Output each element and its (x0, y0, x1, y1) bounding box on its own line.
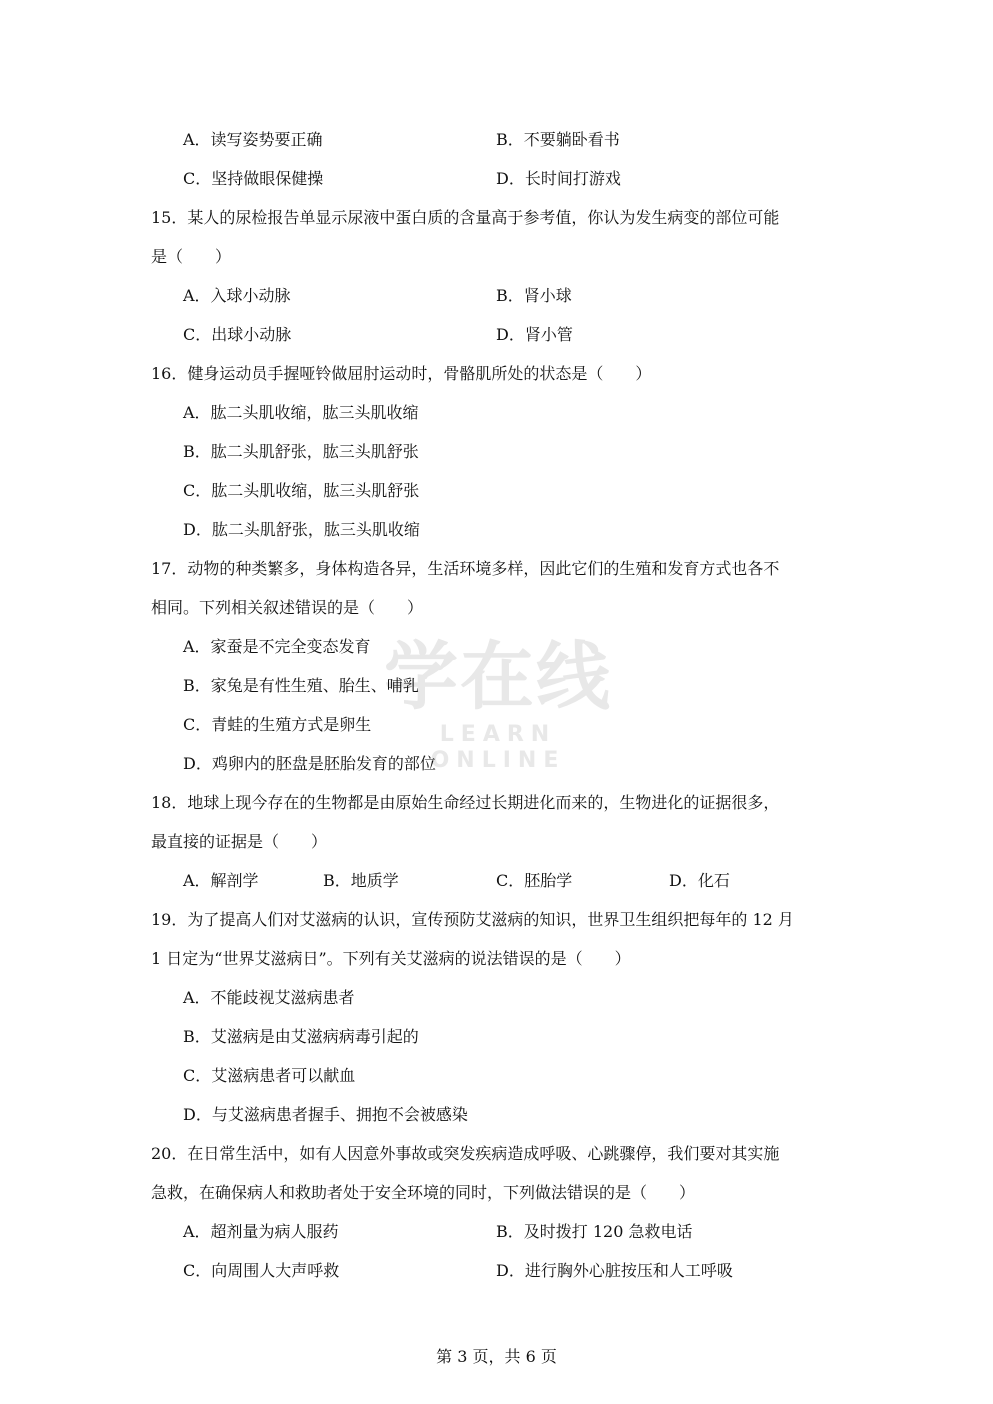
q19-option-c: C．艾滋病患者可以献血 (183, 1066, 356, 1085)
q15-option-c: C．出球小动脉 (183, 325, 292, 344)
q16-option-b: B．肱二头肌舒张，肱三头肌舒张 (183, 442, 419, 461)
q17-option-b: B．家兔是有性生殖、胎生、哺乳 (183, 676, 419, 695)
q15-stem-line1: 15．某人的尿检报告单显示尿液中蛋白质的含量高于参考值，你认为发生病变的部位可能 (151, 208, 780, 227)
q20-stem-line1: 20．在日常生活中，如有人因意外事故或突发疾病造成呼吸、心跳骤停，我们要对其实施 (151, 1144, 780, 1163)
q20-stem-line2: 急救，在确保病人和救助者处于安全环境的同时，下列做法错误的是（ ） (151, 1183, 696, 1202)
q15-stem-line2: 是（ ） (151, 247, 232, 266)
q14-option-d: D．长时间打游戏 (496, 169, 621, 188)
q19-option-d: D．与艾滋病患者握手、拥抱不会被感染 (183, 1105, 468, 1124)
q17-stem-line2: 相同。下列相关叙述错误的是（ ） (151, 598, 424, 617)
q17-stem-line1: 17．动物的种类繁多，身体构造各异，生活环境多样，因此它们的生殖和发育方式也各不 (151, 559, 780, 578)
q20-option-c: C．向周围人大声呼救 (183, 1261, 340, 1280)
q15-option-b: B．肾小球 (496, 286, 572, 305)
q18-stem-line1: 18．地球上现今存在的生物都是由原始生命经过长期进化而来的，生物进化的证据很多， (151, 793, 780, 812)
q20-option-a: A．超剂量为病人服药 (183, 1222, 339, 1241)
q16-option-c: C．肱二头肌收缩，肱三头肌舒张 (183, 481, 420, 500)
q18-option-d: D．化石 (669, 871, 730, 890)
q17-option-a: A．家蚕是不完全变态发育 (183, 637, 371, 656)
q20-option-b: B．及时拨打 120 急救电话 (496, 1222, 693, 1241)
page-number: 第 3 页，共 6 页 (436, 1347, 557, 1366)
q17-option-c: C．青蛙的生殖方式是卵生 (183, 715, 372, 734)
q14-option-c: C．坚持做眼保健操 (183, 169, 324, 188)
q15-option-d: D．肾小管 (496, 325, 573, 344)
q14-option-a: A．读写姿势要正确 (183, 130, 323, 149)
q18-option-a: A．解剖学 (183, 871, 259, 890)
q18-stem-line2: 最直接的证据是（ ） (151, 832, 328, 851)
q19-stem-line1: 19．为了提高人们对艾滋病的认识，宣传预防艾滋病的知识，世界卫生组织把每年的 12 月 (151, 910, 794, 929)
q15-option-a: A．入球小动脉 (183, 286, 291, 305)
q17-option-d: D．鸡卵内的胚盘是胚胎发育的部位 (183, 754, 436, 773)
q19-option-b: B．艾滋病是由艾滋病病毒引起的 (183, 1027, 419, 1046)
watermark (368, 632, 628, 773)
q16-stem-line1: 16．健身运动员手握哑铃做屈肘运动时，骨骼肌所处的状态是（ ） (151, 364, 652, 383)
watermark-sub: LEARN ONLINE (430, 722, 566, 773)
q14-option-b: B．不要躺卧看书 (496, 130, 620, 149)
q19-option-a: A．不能歧视艾滋病患者 (183, 988, 355, 1007)
q16-option-d: D．肱二头肌舒张，肱三头肌收缩 (183, 520, 420, 539)
q18-option-c: C．胚胎学 (496, 871, 573, 890)
q19-stem-line2: 1 日定为“世界艾滋病日”。下列有关艾滋病的说法错误的是（ ） (151, 949, 631, 968)
q20-option-d: D．进行胸外心脏按压和人工呼吸 (496, 1261, 733, 1280)
q18-option-b: B．地质学 (323, 871, 399, 890)
watermark-main: 学在线 (384, 634, 612, 720)
q16-option-a: A．肱二头肌收缩，肱三头肌收缩 (183, 403, 419, 422)
